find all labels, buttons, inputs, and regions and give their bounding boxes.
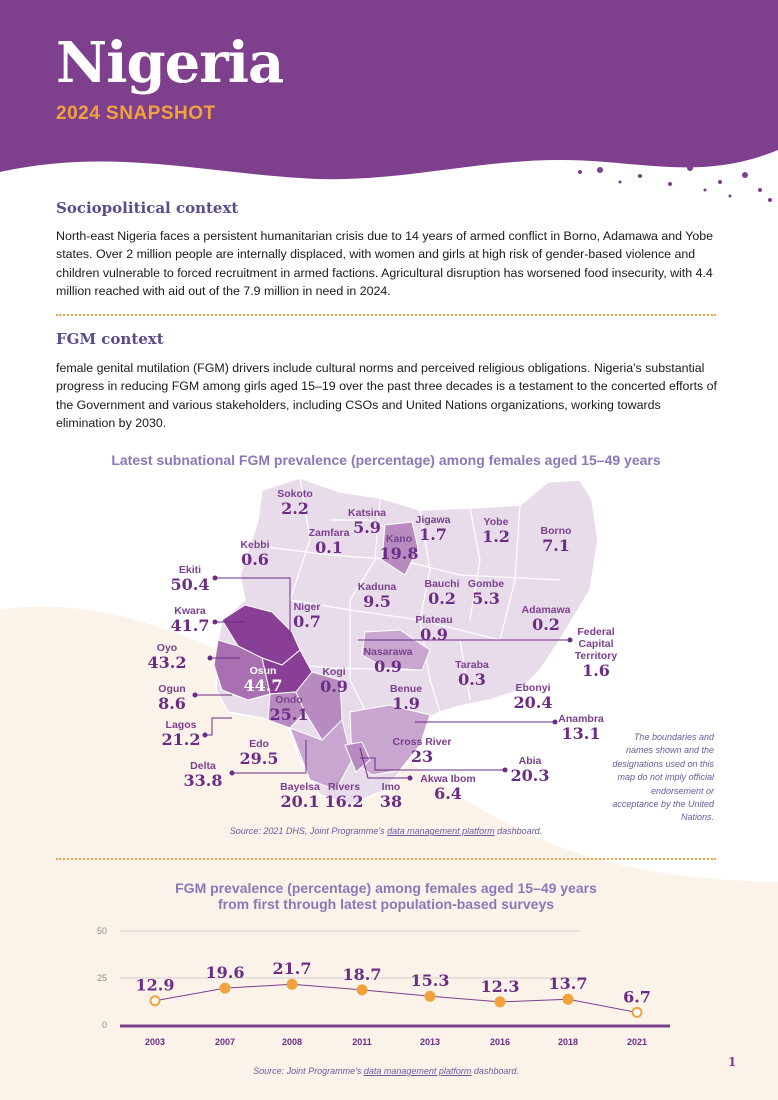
state-label-adamawa: Adamawa [521,604,571,616]
sociopolitical-text: North-east Nigeria faces a persistent humanitarian crisis due to 14 years of armed conflict in Borno, Adamawa and Yobe states. Over 2 million people are internally displaced, with women and girls at high risk of gender-based violence and children vulnerable to forced recruitment in armed factions. Agricultural disruption has worsened food insecurity, with 4.4 million reached with aid out of the 7.9 million in need in 2024. [56,229,714,299]
state-label-akwa-ibom: Akwa Ibom [420,773,476,785]
y-tick-label: 0 [101,1020,107,1030]
data-point [358,985,367,994]
page-subtitle: 2024 SNAPSHOT [56,103,216,124]
map-source-prefix: Source: 2021 DHS, Joint Programme's [229,826,388,836]
state-label-fct-line3: Territory [574,650,618,662]
state-value-fct: 1.6 [582,661,610,680]
state-label-fct-line2: Capital [578,638,614,650]
data-point [151,996,160,1005]
state-value-borno: 7.1 [542,536,570,555]
page-number: 1 [728,1055,737,1069]
x-tick-label: 2008 [281,1037,303,1047]
x-tick-label: 2018 [557,1037,579,1047]
state-label-cross-river: Cross River [392,736,452,748]
state-label-jigawa: Jigawa [415,514,451,526]
map-disclaimer: The boundaries and names shown and the designations used on this map do not imply official endorsement or acceptance by the United Nations. [612,732,714,823]
state-value-abia: 20.3 [510,766,550,785]
state-value-cross-river: 23 [410,747,434,766]
state-label-edo: Edo [249,738,269,750]
state-label-ogun: Ogun [158,683,186,695]
chart-source [56,1066,716,1076]
state-value-adamawa: 0.2 [532,615,560,634]
chart-source-link[interactable]: data management platform [363,1066,472,1076]
state-label-bayelsa: Bayelsa [280,781,320,793]
sociopolitical-heading: Sociopolitical context [56,199,239,217]
state-label-yobe: Yobe [483,516,509,528]
state-value-ondo: 25.1 [269,705,309,724]
line-chart-title: FGM prevalence (percentage) among females aged 15–49 years [175,880,597,896]
data-point [633,1008,642,1017]
state-label-oyo: Oyo [156,642,178,654]
data-label: 6.7 [623,987,651,1007]
state-label-ekiti: Ekiti [178,564,202,576]
x-tick-label: 2013 [419,1037,441,1047]
state-value-bauchi: 0.2 [428,589,456,608]
page-title: Nigeria [56,30,284,96]
state-value-kano: 19.8 [379,544,419,563]
state-label-ondo: Ondo [275,694,303,706]
state-value-oyo: 43.2 [147,653,187,672]
state-value-osun: 44.7 [243,676,283,695]
state-value-kwara: 41.7 [170,616,210,635]
state-value-yobe: 1.2 [482,527,510,546]
state-value-niger: 0.7 [293,612,321,631]
state-label-kaduna: Kaduna [357,581,397,593]
data-label: 19.6 [205,963,245,983]
data-label: 13.7 [548,974,588,994]
state-value-gombe: 5.3 [472,589,500,608]
state-label-osun: Osun [249,665,277,677]
y-tick-label: 25 [96,973,107,983]
x-tick-label: 2007 [214,1037,236,1047]
state-label-borno: Borno [540,525,572,537]
state-value-katsina: 5.9 [353,518,381,537]
state-value-ogun: 8.6 [158,694,186,713]
fgm-context-text: female genital mutilation (FGM) drivers include cultural norms and perceived religious obligations. Nigeria's substantial progress in reducing FGM among girls aged 15–19 over the past three decades is a testament to the concerted efforts of the Government and various stakeholders, including CSOs and United Nations organizations, working towards elimination by 2030. [56,361,717,431]
state-value-bayelsa: 20.1 [280,792,320,811]
state-value-zamfara: 0.1 [315,538,343,557]
state-label-delta: Delta [190,760,216,772]
data-label: 21.7 [272,959,312,979]
state-label-ebonyi: Ebonyi [515,682,551,694]
data-point [564,995,573,1004]
data-point [288,980,297,989]
data-point [426,992,435,1001]
map-title: Latest subnational FGM prevalence (percentage) among females aged 15–49 years [111,452,661,468]
state-label-benue: Benue [389,683,423,695]
chart-source-prefix: Source: Joint Programme's [253,1066,364,1076]
state-label-abia: Abia [518,755,542,767]
state-value-jigawa: 1.7 [419,525,447,544]
state-label-kebbi: Kebbi [240,539,270,551]
state-label-taraba: Taraba [455,659,489,671]
x-tick-label: 2021 [626,1037,648,1047]
line-chart-subtitle: from first through latest population-based surveys [217,896,555,912]
state-label-zamfara: Zamfara [308,527,350,539]
state-label-nasarawa: Nasarawa [363,646,413,658]
state-value-anambra: 13.1 [561,724,601,743]
state-value-ebonyi: 20.4 [513,693,553,712]
data-label: 15.3 [410,971,450,991]
state-label-bauchi: Bauchi [424,578,460,590]
state-label-kogi: Kogi [322,666,346,678]
y-tick-label: 50 [96,926,107,936]
state-label-lagos: Lagos [165,719,197,731]
state-value-ekiti: 50.4 [170,575,210,594]
state-label-kwara: Kwara [174,605,206,617]
state-value-lagos: 21.2 [161,730,201,749]
state-label-katsina: Katsina [348,507,386,519]
state-value-rivers: 16.2 [324,792,364,811]
state-value-delta: 33.8 [183,771,223,790]
state-label-fct-line1: Federal [577,626,615,638]
state-label-kano: Kano [385,533,413,545]
state-value-taraba: 0.3 [458,670,486,689]
data-label: 18.7 [342,964,382,984]
state-value-edo: 29.5 [239,749,279,768]
state-label-sokoto: Sokoto [277,488,313,500]
state-label-anambra: Anambra [558,713,604,725]
state-value-kogi: 0.9 [320,677,348,696]
state-value-kebbi: 0.6 [241,550,269,569]
state-label-niger: Niger [293,601,321,613]
state-value-akwa-ibom: 6.4 [434,784,462,803]
state-label-rivers: Rivers [327,781,361,793]
state-label-gombe: Gombe [467,578,505,590]
state-value-nasarawa: 0.9 [374,657,402,676]
data-label: 12.9 [135,975,175,995]
state-label-imo: Imo [381,781,401,793]
x-tick-label: 2003 [144,1037,166,1047]
map-source-suffix: dashboard. [494,826,543,836]
data-point [221,984,230,993]
state-value-plateau: 0.9 [420,625,448,644]
chart-source-suffix: dashboard. [471,1066,519,1076]
state-value-sokoto: 2.2 [281,499,309,518]
state-label-plateau: Plateau [415,614,453,626]
fgm-context-heading: FGM context [56,330,164,348]
state-value-kaduna: 9.5 [363,592,391,611]
state-value-benue: 1.9 [392,694,420,713]
data-label: 12.3 [480,976,520,996]
state-value-imo: 38 [379,792,403,811]
map-source-link[interactable]: data management platform [387,826,495,836]
data-point [496,997,505,1006]
x-tick-label: 2016 [489,1037,511,1047]
x-tick-label: 2011 [352,1037,372,1047]
